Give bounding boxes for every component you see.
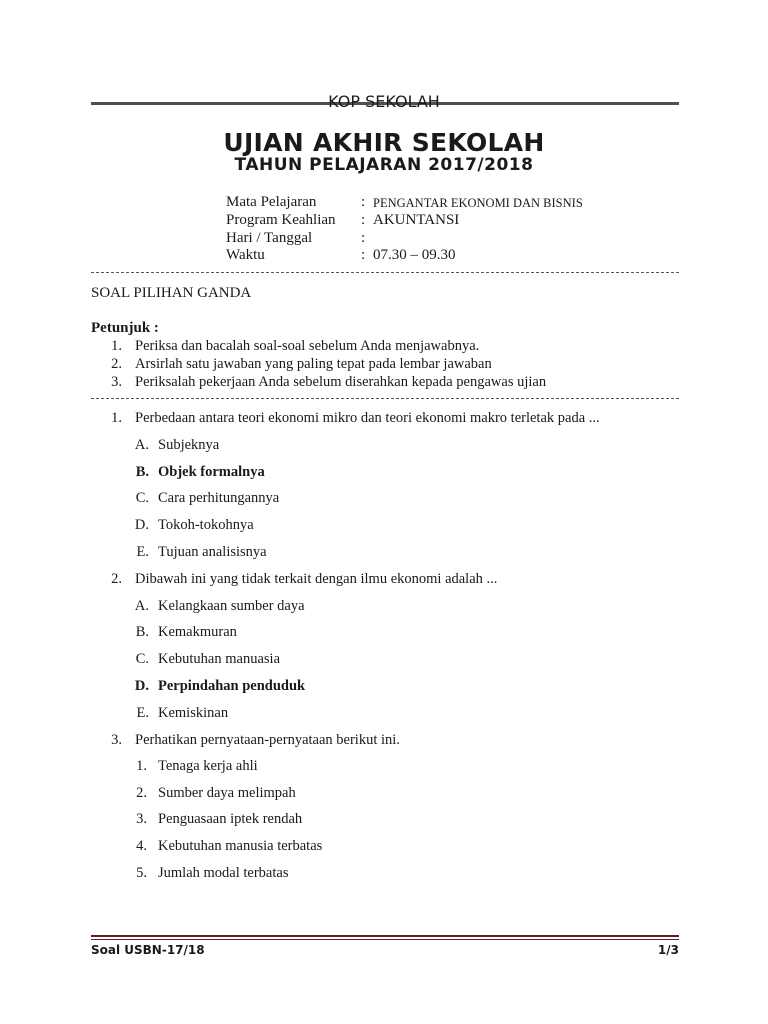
question-number: 2. bbox=[111, 571, 122, 587]
statement-number: 5. bbox=[136, 865, 147, 881]
option-text: Cara perhitungannya bbox=[158, 490, 280, 506]
option-letter: E. bbox=[136, 544, 149, 560]
page-number: 1/3 bbox=[657, 943, 679, 957]
exam-subtitle: TAHUN PELAJARAN 2017/2018 bbox=[234, 155, 534, 175]
option-letter: D. bbox=[134, 517, 149, 533]
kop-sekolah-label: KOP SEKOLAH bbox=[328, 92, 440, 111]
instruction-number: 1. bbox=[111, 338, 122, 354]
statement-number: 2. bbox=[136, 785, 147, 801]
info-colon: : bbox=[361, 194, 366, 210]
option-text: Kelangkaan sumber daya bbox=[158, 598, 305, 614]
option-letter: B. bbox=[135, 464, 149, 480]
info-value: 07.30 – 09.30 bbox=[373, 247, 456, 263]
exam-title: UJIAN AKHIR SEKOLAH bbox=[223, 128, 545, 157]
info-colon: : bbox=[361, 230, 366, 246]
instructions-label: Petunjuk : bbox=[91, 320, 159, 336]
option-text: Kebutuhan manuasia bbox=[158, 651, 281, 667]
instruction-text: Arsirlah satu jawaban yang paling tepat pada lembar jawaban bbox=[135, 356, 492, 372]
option-text: Objek formalnya bbox=[158, 464, 265, 480]
statement-text: Penguasaan iptek rendah bbox=[158, 811, 303, 827]
option-letter: E. bbox=[136, 705, 149, 721]
option-letter: A. bbox=[134, 598, 149, 614]
footer-rule-thin bbox=[91, 939, 679, 940]
question-text: Dibawah ini yang tidak terkait dengan ilmu ekonomi adalah ... bbox=[135, 571, 498, 587]
info-value: PENGANTAR EKONOMI DAN BISNIS bbox=[373, 196, 583, 210]
option-letter: C. bbox=[135, 651, 149, 667]
info-label: Program Keahlian bbox=[226, 212, 336, 228]
question-text: Perbedaan antara teori ekonomi mikro dan teori ekonomi makro terletak pada ... bbox=[135, 410, 600, 426]
option-letter: D. bbox=[134, 678, 149, 694]
section-title: SOAL PILIHAN GANDA bbox=[91, 285, 252, 301]
option-text: Tujuan analisisnya bbox=[158, 544, 267, 560]
info-colon: : bbox=[361, 247, 366, 263]
statement-number: 4. bbox=[136, 838, 147, 854]
statement-number: 1. bbox=[136, 758, 147, 774]
instruction-number: 3. bbox=[111, 374, 122, 390]
footer-exam-code: Soal USBN-17/18 bbox=[91, 943, 205, 957]
statement-number: 3. bbox=[136, 811, 147, 827]
statement-text: Tenaga kerja ahli bbox=[158, 758, 258, 774]
option-letter: A. bbox=[134, 437, 149, 453]
info-colon: : bbox=[361, 212, 366, 228]
option-text: Perpindahan penduduk bbox=[158, 678, 306, 694]
option-text: Kemakmuran bbox=[158, 624, 237, 640]
info-label: Waktu bbox=[226, 247, 265, 263]
question-number: 1. bbox=[111, 410, 122, 426]
instruction-text: Periksalah pekerjaan Anda sebelum diserahkan kepada pengawas ujian bbox=[135, 374, 547, 390]
option-letter: B. bbox=[135, 624, 149, 640]
instruction-number: 2. bbox=[111, 356, 122, 372]
dashed-divider bbox=[91, 272, 679, 273]
statement-text: Sumber daya melimpah bbox=[158, 785, 296, 801]
option-text: Tokoh-tokohnya bbox=[158, 517, 254, 533]
question-text: Perhatikan pernyataan-pernyataan berikut ini. bbox=[135, 732, 400, 748]
info-value: AKUNTANSI bbox=[373, 212, 460, 228]
dashed-divider bbox=[91, 398, 679, 399]
question-number: 3. bbox=[111, 732, 122, 748]
statement-text: Jumlah modal terbatas bbox=[158, 865, 289, 881]
info-label: Hari / Tanggal bbox=[226, 230, 313, 246]
statement-text: Kebutuhan manusia terbatas bbox=[158, 838, 323, 854]
info-label: Mata Pelajaran bbox=[226, 194, 317, 210]
option-text: Subjeknya bbox=[158, 437, 220, 453]
instruction-text: Periksa dan bacalah soal-soal sebelum Anda menjawabnya. bbox=[135, 338, 480, 354]
footer-rule bbox=[91, 935, 679, 937]
option-text: Kemiskinan bbox=[158, 705, 229, 721]
option-letter: C. bbox=[135, 490, 149, 506]
